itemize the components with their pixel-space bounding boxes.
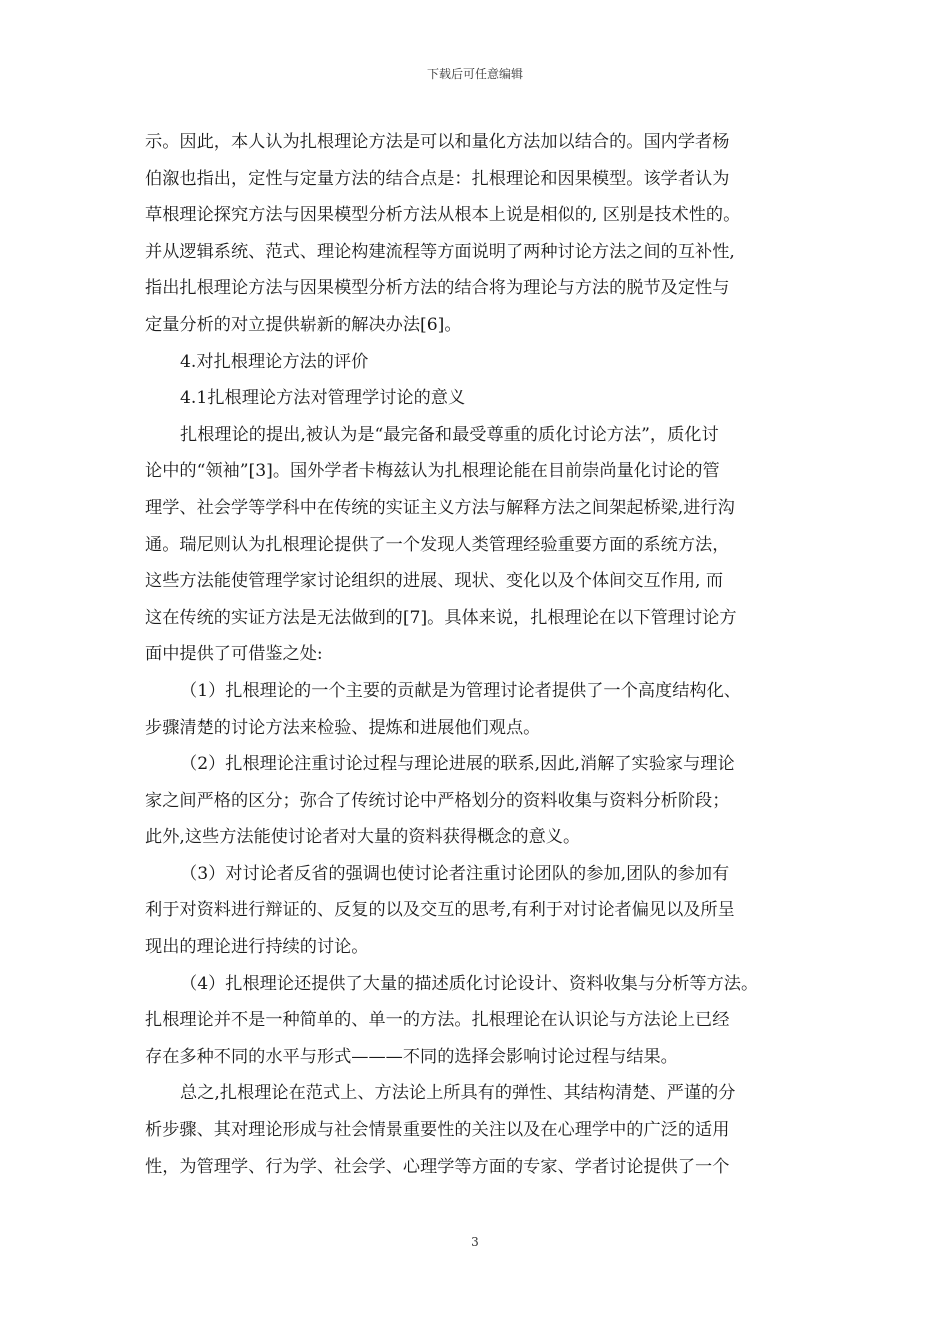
page-number: 3 bbox=[471, 1235, 479, 1249]
text-line: 总之,扎根理论在范式上、方法论上所具有的弹性、其结构清楚、严谨的分 bbox=[180, 1083, 736, 1104]
document-body bbox=[145, 124, 813, 1185]
text-line: 现出的理论进行持续的讨论。 bbox=[145, 937, 369, 958]
text-line: 通。瑞尼则认为扎根理论提供了一个发现人类管理经验重要方面的系统方法， bbox=[145, 534, 730, 555]
page-header: 下载后可任意编辑 bbox=[426, 67, 523, 81]
subsection-heading: 4.1扎根理论方法对管理学讨论的意义 bbox=[180, 388, 466, 409]
text-line: 草根理论探究方法与因果模型分析方法从根本上说是相似的, 区别是技术性的。 bbox=[145, 205, 741, 226]
text-line: 扎根理论的提出,被认为是“最完备和最受尊重的质化讨论方法”，质化讨 bbox=[180, 424, 719, 445]
text-line: 指出扎根理论方法与因果模型分析方法的结合将为理论与方法的脱节及定性与 bbox=[145, 278, 730, 299]
text-line: 此外,这些方法能使讨论者对大量的资料获得概念的意义。 bbox=[145, 827, 581, 848]
list-item: （4）扎根理论还提供了大量的描述质化讨论设计、资料收集与分析等方法。 bbox=[180, 973, 759, 994]
text-line: 家之间严格的区分；弥合了传统讨论中严格划分的资料收集与资料分析阶段； bbox=[145, 790, 730, 811]
list-item: （3）对讨论者反省的强调也使讨论者注重讨论团队的参加,团队的参加有 bbox=[180, 863, 730, 884]
text-line: 理学、社会学等学科中在传统的实证主义方法与解释方法之间架起桥梁,进行沟 bbox=[145, 497, 735, 518]
text-line: 这在传统的实证方法是无法做到的[7]。具体来说，扎根理论在以下管理讨论方 bbox=[145, 607, 737, 628]
list-item: （1）扎根理论的一个主要的贡献是为管理讨论者提供了一个高度结构化、 bbox=[180, 680, 741, 701]
text-line: 存在多种不同的水平与形式———不同的选择会影响讨论过程与结果。 bbox=[145, 1046, 678, 1067]
text-line: 面中提供了可借鉴之处: bbox=[145, 644, 323, 665]
text-line: 伯溆也指出，定性与定量方法的结合点是：扎根理论和因果模型。该学者认为 bbox=[145, 168, 730, 189]
text-line: 扎根理论并不是一种简单的、单一的方法。扎根理论在认识论与方法论上已经 bbox=[145, 1010, 730, 1031]
text-line: 这些方法能使管理学家讨论组织的进展、现状、变化以及个体间交互作用, 而 bbox=[145, 571, 724, 592]
text-line: 论中的“领袖”[3]。国外学者卡梅兹认为扎根理论能在目前崇尚量化讨论的管 bbox=[145, 461, 720, 482]
text-line: 示。因此，本人认为扎根理论方法是可以和量化方法加以结合的。国内学者杨 bbox=[145, 132, 730, 152]
section-heading: 4.对扎根理论方法的评价 bbox=[180, 351, 369, 372]
text-line: 定量分析的对立提供崭新的解决办法[6]。 bbox=[145, 314, 462, 335]
text-line: 利于对资料进行辩证的、反复的以及交互的思考,有利于对讨论者偏见以及所呈 bbox=[145, 900, 735, 921]
text-line: 步骤清楚的讨论方法来检验、提炼和进展他们观点。 bbox=[145, 717, 541, 738]
text-line: 性，为管理学、行为学、社会学、心理学等方面的专家、学者讨论提供了一个 bbox=[145, 1156, 730, 1177]
text-line: 析步骤、其对理论形成与社会情景重要性的关注以及在心理学中的广泛的适用 bbox=[145, 1120, 730, 1141]
list-item: （2）扎根理论注重讨论过程与理论进展的联系,因此,消解了实验家与理论 bbox=[180, 754, 735, 775]
text-line: 并从逻辑系统、范式、理论构建流程等方面说明了两种讨论方法之间的互补性, bbox=[145, 241, 735, 262]
